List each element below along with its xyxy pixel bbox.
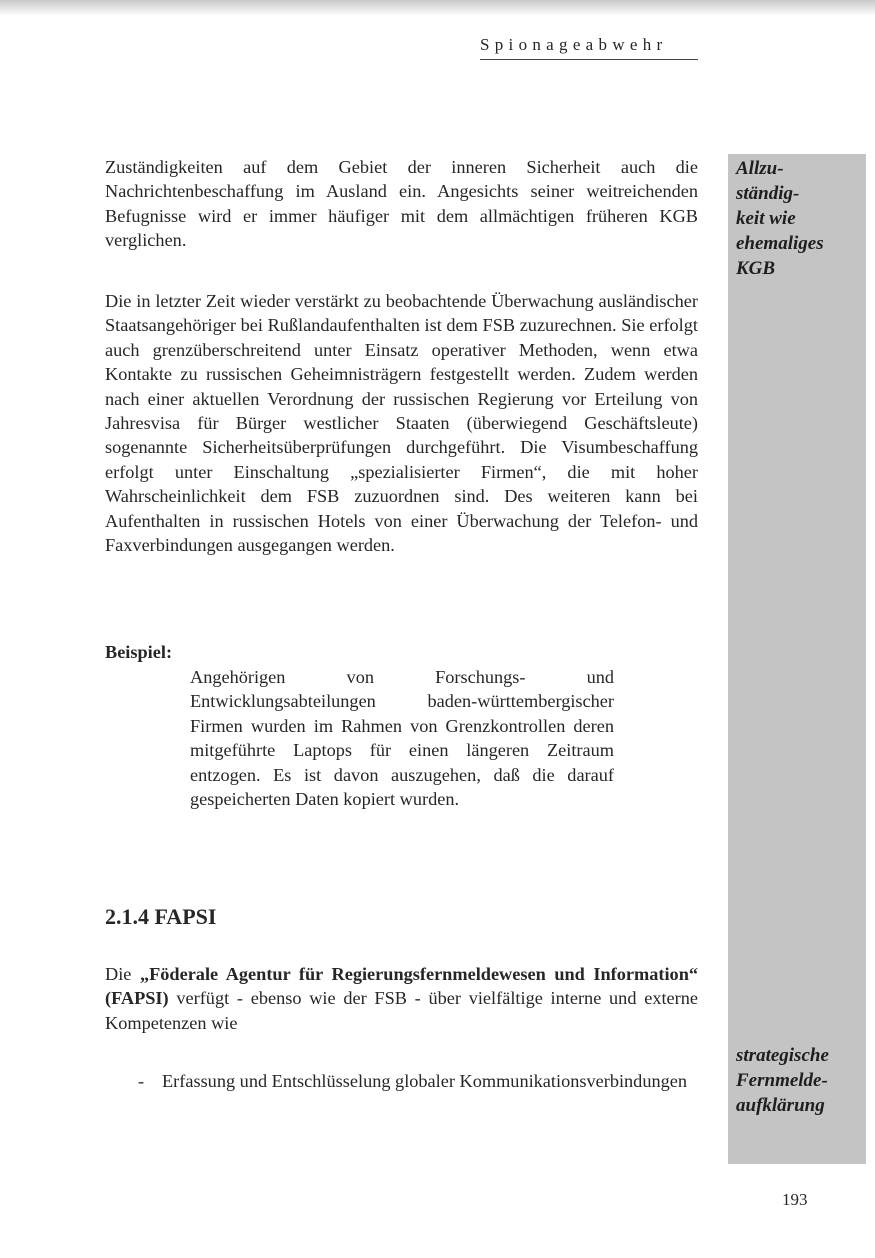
margin-sidebar <box>728 154 866 1164</box>
margin-note-line: ständig- <box>736 183 800 204</box>
fapsi-full-name: „Föderale Agentur für Regierungsfernmeldewesen und Information“ (FAPSI) <box>105 964 698 1009</box>
margin-note-kgb <box>736 156 824 281</box>
list-item <box>138 1069 698 1093</box>
margin-note-line: ehemaliges <box>736 233 824 254</box>
list-item-text: Erfassung und Entschlüsselung globaler Kommunikationsverbindungen <box>162 1071 687 1091</box>
paragraph-fapsi-prefix: Die <box>105 964 140 984</box>
page-number: 193 <box>782 1190 808 1209</box>
paragraph-fsb-competences: Zuständigkeiten auf dem Gebiet der inneren Sicherheit auch die Nachrichtenbeschaffung im Ausland ein. Angesichts seiner weitreichenden Befugnisse wird er immer häufiger mit dem allmächtigen früheren KGB verglichen. <box>105 157 698 251</box>
section-heading: 2.1.4 FAPSI <box>105 904 217 929</box>
paragraph-fapsi <box>105 962 698 1035</box>
margin-note-line: aufklärung <box>736 1095 825 1116</box>
margin-note-line: Allzu- <box>736 158 784 179</box>
example-text: Angehörigen von Forschungs- und Entwicklungsabteilungen baden-württembergischer Firmen wurden im Rahmen von Grenzkontrollen deren mitgeführte Laptops für einen längeren Zeitraum entzogen. Es ist davon auszugehen, daß die darauf gespeicherten Daten kopiert wurden. <box>190 667 614 810</box>
running-header: Spionageabwehr <box>480 35 668 54</box>
list-dash: - <box>138 1071 145 1091</box>
paragraph-surveillance: Die in letzter Zeit wieder verstärkt zu beobachtende Überwachung ausländischer Staatsangehöriger bei Rußlandaufenthalten ist dem FSB zuzurechnen. Sie erfolgt auch grenzüberschreitend unter Einsatz operativer Methoden, wenn etwa Kontakte zu russischen Geheimnisträgern festgestellt werden. Zudem werden nach einer aktuellen Verordnung der russischen Regierung vor Erteilung von Jahresvisa für Bürger westlicher Staaten (überwiegend Geschäftsleute) sogenannte Sicherheitsüberprüfungen durchgeführt. Die Visumbeschaffung erfolgt unter Einschaltung „spezialisierter Firmen“, die mit hoher Wahrscheinlichkeit dem FSB zuzuordnen sind. Des weiteren kann bei Aufenthalten in russischen Hotels von einer Überwachung der Telefon- und Faxverbindungen ausgegangen werden. <box>105 291 698 556</box>
scan-edge-shadow <box>0 0 875 16</box>
margin-note-line: strategische <box>736 1045 829 1066</box>
paragraph-fapsi-suffix: verfügt - ebenso wie der FSB - über vielfältige interne und externe Kompetenzen wie <box>105 988 698 1033</box>
example-label: Beispiel: <box>105 642 173 662</box>
header-rule <box>480 59 698 60</box>
margin-note-line: Fernmelde- <box>736 1070 828 1091</box>
margin-note-line: KGB <box>736 258 776 279</box>
margin-note-line: keit wie <box>736 208 796 229</box>
margin-note-fernmelde <box>736 1043 829 1118</box>
